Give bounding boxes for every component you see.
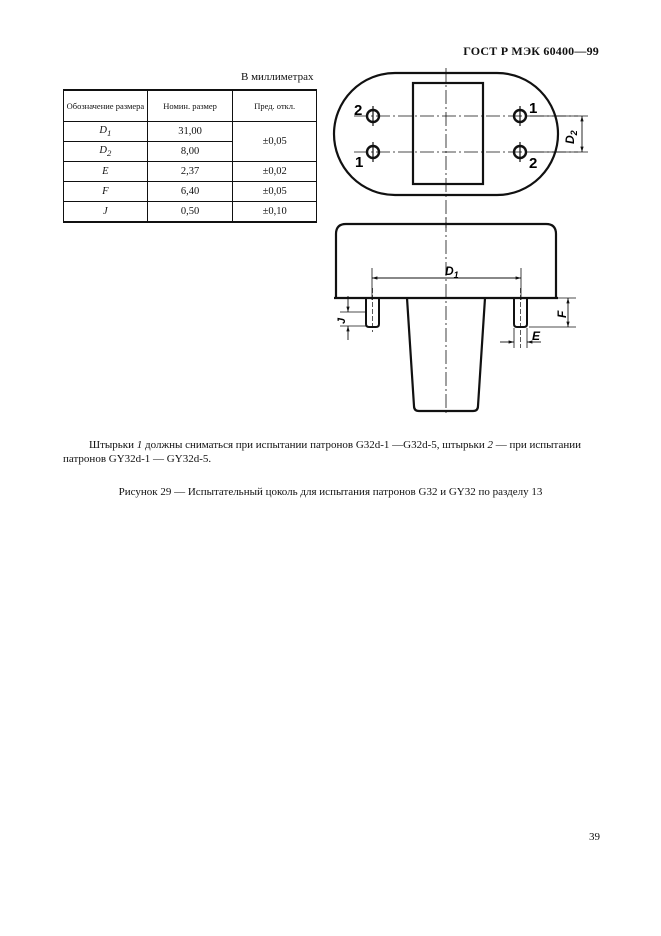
page-number: 39 [589, 831, 600, 843]
row-nominal: 6,40 [147, 182, 233, 202]
dimensions-table [63, 89, 317, 223]
dimension-label-e: E [532, 329, 541, 343]
table-row [64, 202, 317, 223]
row-tolerance: ±0,02 [233, 162, 317, 182]
header-nominal: Номин. размер [147, 90, 233, 122]
row-nominal: 2,37 [147, 162, 233, 182]
row-nominal: 8,00 [147, 142, 233, 162]
document-header: ГОСТ Р МЭК 60400—99 [463, 44, 599, 58]
table-row [64, 122, 317, 142]
stem-outline-top [413, 83, 483, 184]
header-tolerance: Пред. откл. [233, 90, 317, 122]
row-symbol: $D_1$ [64, 122, 148, 142]
row-symbol: E [64, 162, 148, 182]
dimension-label-j: J [336, 317, 348, 324]
row-tolerance: ±0,05 [233, 182, 317, 202]
pin-label-2: 2 [529, 155, 538, 172]
pin-label-1: 1 [355, 154, 364, 171]
row-symbol: F [64, 182, 148, 202]
row-symbol: $D_2$ [64, 142, 148, 162]
row-nominal: 0,50 [147, 202, 233, 223]
figure-caption: Рисунок 29 — Испытательный цоколь для испытания патронов G32 и GY32 по разделу 13 [118, 486, 543, 498]
units-label: В миллиметрах [241, 71, 314, 83]
top-view [334, 68, 588, 228]
table-row [64, 182, 317, 202]
dimension-label-f: F [555, 310, 569, 318]
pin-removal-note: Штырьки 1 должны сниматься при испытании патронов G32d-1 —G32d-5, штырьки 2 — при испытании патронов GY32d-1 — GY32d-5. [63, 439, 582, 465]
table-row [64, 162, 317, 182]
side-view [334, 218, 576, 416]
row-nominal: 31,00 [147, 122, 233, 142]
row-tolerance: ±0,10 [233, 202, 317, 223]
table-header-row [64, 90, 317, 122]
pin-label-1: 1 [529, 100, 538, 117]
dimension-label-d2: $D_2$ [563, 130, 579, 144]
test-cap-drawing [330, 68, 600, 418]
pin-label-2: 2 [354, 102, 363, 119]
row-tolerance: ±0,05 [233, 122, 317, 162]
header-designation: Обозначение размера [64, 90, 148, 122]
row-symbol: J [64, 202, 148, 223]
dimension-label-d1: $D_1$ [445, 264, 459, 280]
